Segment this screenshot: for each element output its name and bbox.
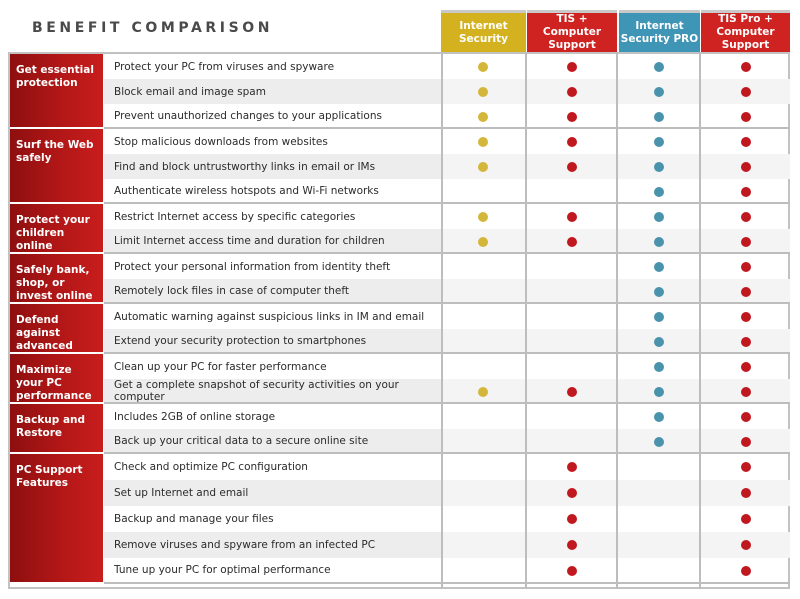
category-label: Maximize your PC performance bbox=[10, 354, 103, 404]
check-dot-icon bbox=[478, 387, 488, 397]
check-dot-icon bbox=[741, 137, 751, 147]
column-divider bbox=[525, 52, 527, 589]
check-dot-icon bbox=[567, 514, 577, 524]
check-dot-icon bbox=[741, 462, 751, 472]
check-dot-icon bbox=[567, 62, 577, 72]
feature-label: Tune up your PC for optimal performance bbox=[104, 558, 441, 584]
check-dot-icon bbox=[654, 137, 664, 147]
check-dot-icon bbox=[741, 187, 751, 197]
feature-label: Remotely lock files in case of computer theft bbox=[104, 279, 441, 304]
check-dot-icon bbox=[741, 262, 751, 272]
check-dot-icon bbox=[654, 62, 664, 72]
check-dot-icon bbox=[741, 362, 751, 372]
check-dot-icon bbox=[567, 212, 577, 222]
page-title: BENEFIT COMPARISON bbox=[32, 20, 274, 36]
check-dot-icon bbox=[567, 112, 577, 122]
check-dot-icon bbox=[654, 387, 664, 397]
check-dot-icon bbox=[567, 387, 577, 397]
feature-label: Set up Internet and email bbox=[104, 480, 441, 506]
header-tis-pro-computer-support: TIS Pro + Computer Support bbox=[701, 10, 790, 52]
feature-label: Limit Internet access time and duration for children bbox=[104, 229, 441, 254]
check-dot-icon bbox=[741, 287, 751, 297]
feature-label: Get a complete snapshot of security activities on your computer bbox=[104, 379, 441, 404]
check-dot-icon bbox=[741, 312, 751, 322]
category-label: Backup and Restore bbox=[10, 404, 103, 454]
check-dot-icon bbox=[741, 437, 751, 447]
check-dot-icon bbox=[741, 488, 751, 498]
feature-label: Restrict Internet access by specific categories bbox=[114, 210, 356, 223]
check-dot-icon bbox=[478, 62, 488, 72]
check-dot-icon bbox=[741, 62, 751, 72]
check-dot-icon bbox=[741, 540, 751, 550]
check-dot-icon bbox=[741, 566, 751, 576]
check-dot-icon bbox=[654, 112, 664, 122]
feature-label: Protect your PC from viruses and spyware bbox=[114, 60, 335, 73]
check-dot-icon bbox=[567, 87, 577, 97]
check-dot-icon bbox=[741, 514, 751, 524]
check-dot-icon bbox=[567, 237, 577, 247]
check-dot-icon bbox=[567, 162, 577, 172]
feature-label: Remove viruses and spyware from an infected PC bbox=[104, 532, 441, 558]
header-tis-computer-support: TIS + Computer Support bbox=[527, 10, 617, 52]
check-dot-icon bbox=[654, 187, 664, 197]
check-dot-icon bbox=[654, 237, 664, 247]
check-dot-icon bbox=[567, 137, 577, 147]
category-label: Get essential protection bbox=[10, 54, 103, 129]
feature-label: Back up your critical data to a secure online site bbox=[104, 429, 441, 454]
check-dot-icon bbox=[654, 437, 664, 447]
feature-label: Includes 2GB of online storage bbox=[114, 410, 276, 423]
check-dot-icon bbox=[654, 262, 664, 272]
check-dot-icon bbox=[741, 87, 751, 97]
header-internet-security-pro: Internet Security PRO bbox=[619, 10, 700, 52]
feature-label: Block email and image spam bbox=[104, 79, 441, 104]
feature-label: Protect your personal information from identity theft bbox=[114, 260, 391, 273]
check-dot-icon bbox=[741, 337, 751, 347]
feature-label: Stop malicious downloads from websites bbox=[114, 135, 328, 148]
check-dot-icon bbox=[654, 412, 664, 422]
column-divider bbox=[699, 52, 701, 589]
category-label: PC Support Features bbox=[10, 454, 103, 584]
feature-label: Find and block untrustworthy links in email or IMs bbox=[104, 154, 441, 179]
check-dot-icon bbox=[478, 112, 488, 122]
check-dot-icon bbox=[654, 212, 664, 222]
check-dot-icon bbox=[478, 212, 488, 222]
category-label: Surf the Web safely bbox=[10, 129, 103, 204]
check-dot-icon bbox=[478, 87, 488, 97]
check-dot-icon bbox=[567, 540, 577, 550]
check-dot-icon bbox=[654, 162, 664, 172]
category-label: Safely bank, shop, or invest online bbox=[10, 254, 103, 304]
feature-label: Backup and manage your files bbox=[114, 513, 274, 525]
check-dot-icon bbox=[654, 312, 664, 322]
category-label: Defend against advanced bbox=[10, 304, 103, 354]
header-internet-security: Internet Security bbox=[441, 10, 526, 52]
check-dot-icon bbox=[741, 237, 751, 247]
check-dot-icon bbox=[567, 566, 577, 576]
check-dot-icon bbox=[567, 488, 577, 498]
feature-label: Automatic warning against suspicious links in IM and email bbox=[114, 310, 425, 323]
check-dot-icon bbox=[654, 337, 664, 347]
check-dot-icon bbox=[741, 162, 751, 172]
check-dot-icon bbox=[654, 362, 664, 372]
check-dot-icon bbox=[741, 387, 751, 397]
check-dot-icon bbox=[741, 412, 751, 422]
check-dot-icon bbox=[741, 212, 751, 222]
check-dot-icon bbox=[478, 162, 488, 172]
column-divider bbox=[441, 52, 443, 589]
feature-label: Extend your security protection to smartphones bbox=[104, 329, 441, 354]
check-dot-icon bbox=[478, 137, 488, 147]
category-label: Protect your children online bbox=[10, 204, 103, 254]
check-dot-icon bbox=[478, 237, 488, 247]
check-dot-icon bbox=[567, 462, 577, 472]
check-dot-icon bbox=[741, 112, 751, 122]
check-dot-icon bbox=[654, 287, 664, 297]
feature-label: Check and optimize PC configuration bbox=[114, 461, 308, 473]
column-divider bbox=[616, 52, 618, 589]
feature-label: Prevent unauthorized changes to your applications bbox=[104, 104, 441, 129]
feature-label: Clean up your PC for faster performance bbox=[114, 360, 327, 373]
check-dot-icon bbox=[654, 87, 664, 97]
feature-label: Authenticate wireless hotspots and Wi-Fi networks bbox=[104, 179, 441, 204]
